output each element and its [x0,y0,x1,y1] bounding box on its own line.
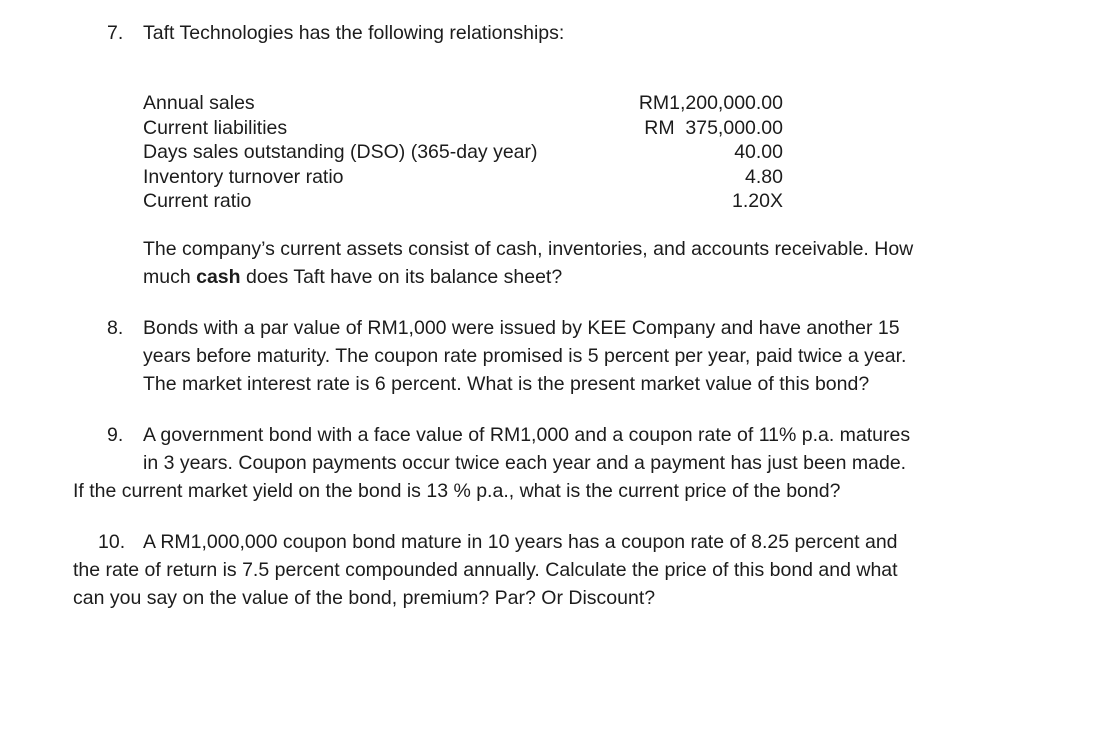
paragraph-line: in 3 years. Coupon payments occur twice each year and a payment has just been made. [143,452,907,474]
row-value: 1.20X [732,190,783,212]
paragraph-line: A government bond with a face value of RM1,000 and a coupon rate of 11% p.a. matures [143,424,911,446]
paragraph-line: A RM1,000,000 coupon bond mature in 10 years has a coupon rate of 8.25 percent and [143,531,898,553]
question-10-text-continued [73,556,983,612]
question-9-text [143,421,983,477]
row-value: 4.80 [745,165,783,188]
row-value: RM1,200,000.00 [638,92,783,114]
table-row [143,165,783,190]
paragraph-line: Bonds with a par value of RM1,000 were issued by KEE Company and have another 15 [143,317,900,339]
row-label: Annual sales [143,92,255,114]
paragraph-line [143,263,983,291]
paragraph-text: does Taft have on its balance sheet? [240,266,563,288]
row-label: Days sales outstanding (DSO) (365-day year) [143,141,538,163]
table-row [143,116,783,141]
table-row [143,189,783,214]
row-label: Current ratio [143,190,252,212]
row-value: RM 375,000.00 [644,116,783,139]
table-row [143,140,783,165]
paragraph-text: much [143,266,197,288]
row-label: Current liabilities [143,116,288,139]
question-7-number: 7. [107,22,124,44]
question-9-number: 9. [107,424,124,446]
paragraph-line: The market interest rate is 6 percent. What is the present market value of this bond? [143,373,870,395]
question-9-text-continued [73,477,983,505]
paragraph-line: If the current market yield on the bond is 13 % p.a., what is the current price of the bond? [73,480,841,502]
table-row [143,91,783,116]
row-label: Inventory turnover ratio [143,165,344,188]
paragraph-line: the rate of return is 7.5 percent compounded annually. Calculate the price of this bond and what [73,559,898,581]
row-value: 40.00 [734,141,783,163]
question-10-number: 10. [98,531,126,553]
question-8-text [143,314,983,398]
question-10-text [143,528,983,556]
question-8-number: 8. [107,317,124,339]
question-7-title: Taft Technologies has the following relationships: [143,22,565,44]
financial-relationships-table [143,91,783,214]
question-7-paragraph [143,235,983,291]
paragraph-line: years before maturity. The coupon rate promised is 5 percent per year, paid twice a year. [143,345,907,367]
emphasis-text: cash [196,266,241,288]
paragraph-line: The company’s current assets consist of cash, inventories, and accounts receivable. How [143,238,914,260]
paragraph-line: can you say on the value of the bond, premium? Par? Or Discount? [73,587,656,609]
